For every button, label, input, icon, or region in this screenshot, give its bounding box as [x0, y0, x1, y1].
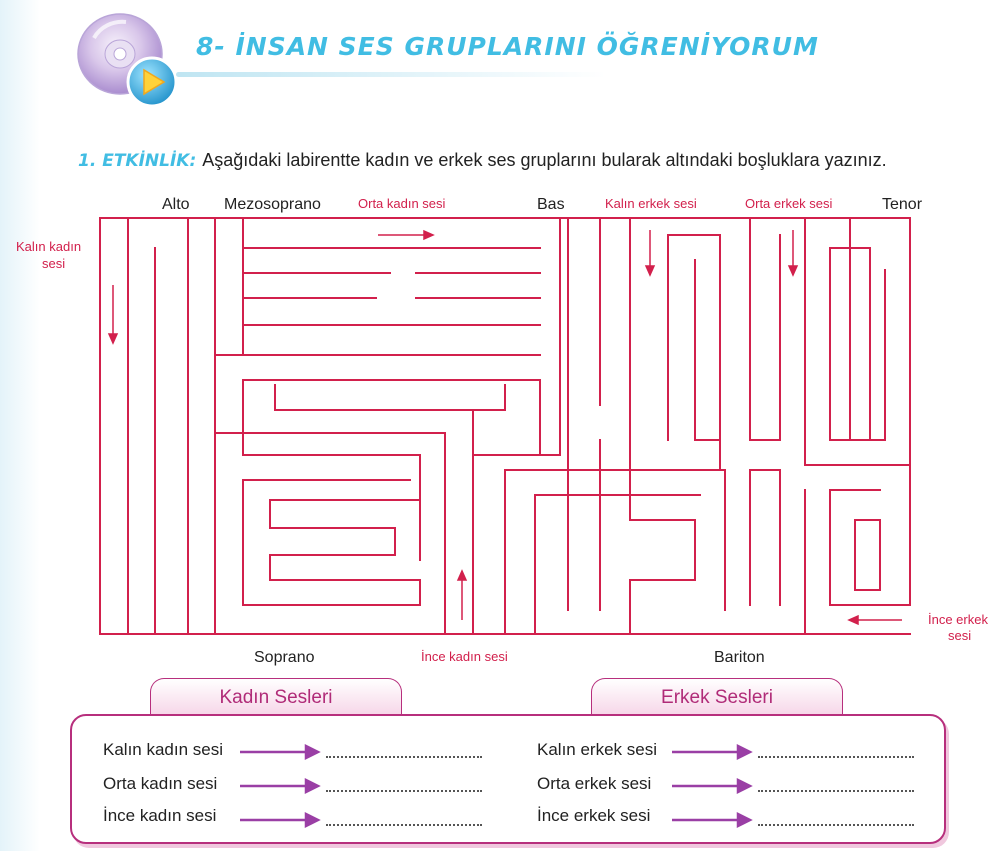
male-row-label: İnce erkek sesi [537, 806, 651, 825]
label-mezosoprano: Mezosoprano [224, 196, 321, 213]
answer-blank-kalin-erkek[interactable] [758, 756, 914, 758]
activity-instruction: Aşağıdaki labirentte kadın ve erkek ses gruplarını bularak altındaki boşluklara yazınız. [202, 150, 887, 170]
label-ince-erkek-line1: İnce erkek [928, 612, 988, 627]
label-orta-erkek-sesi: Orta erkek sesi [745, 196, 833, 211]
label-alto: Alto [162, 196, 190, 213]
male-row-label: Orta erkek sesi [537, 774, 652, 793]
label-kalin-erkek-sesi: Kalın erkek sesi [605, 196, 697, 211]
female-row-label: Kalın kadın sesi [103, 740, 224, 759]
answer-blank-orta-kadin[interactable] [326, 790, 482, 792]
tab-kadin-sesleri: Kadın Sesleri [150, 678, 402, 717]
answer-blank-ince-kadin[interactable] [326, 824, 482, 826]
tab-erkek-sesleri: Erkek Sesleri [591, 678, 843, 717]
activity-label: 1. ETKİNLİK: [78, 151, 197, 171]
female-row-label: İnce kadın sesi [103, 806, 217, 825]
label-bariton: Bariton [714, 649, 765, 666]
female-row-label: Orta kadın sesi [103, 774, 218, 793]
label-ince-erkek-line2: sesi [948, 628, 972, 643]
label-soprano: Soprano [254, 649, 315, 666]
answer-blank-kalin-kadin[interactable] [326, 756, 482, 758]
label-tenor: Tenor [882, 196, 923, 213]
label-bas: Bas [537, 196, 565, 213]
answer-blank-orta-erkek[interactable] [758, 790, 914, 792]
label-kalin-kadin-line2: sesi [42, 256, 66, 271]
answer-blank-ince-erkek[interactable] [758, 824, 914, 826]
label-orta-kadin-sesi: Orta kadın sesi [358, 196, 446, 211]
label-kalin-kadin-line1: Kalın kadın [16, 239, 82, 254]
male-row-label: Kalın erkek sesi [537, 740, 657, 759]
page-title: 8- İNSAN SES GRUPLARINI ÖĞRENİYORUM [196, 32, 819, 61]
label-ince-kadin-sesi: İnce kadın sesi [421, 649, 508, 664]
